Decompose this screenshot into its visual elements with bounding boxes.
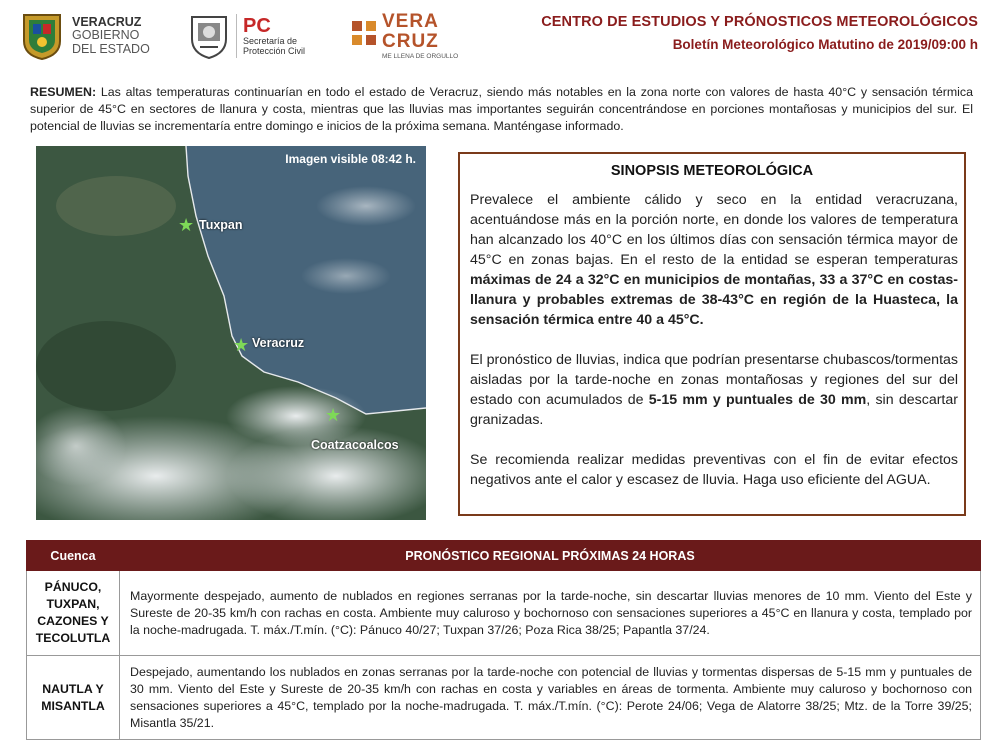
forecast-text-cell: Despejado, aumentando los nublados en zonas serranas por la tarde-noche con potencial de lluvias y tormentas dispersas de 5-15 mm y puntuales de 30 mm. Viento del Este y Sureste de 20-35 km/h con rachas en costa y variables en áreas de tormenta. Ambiente muy caluroso y bochornoso con sensaciones superiores a 45°C, templado por la noche-madrugada. T. máx./T.mín. (°C): Perote 24/06; Vega de Alatorre 38/25; Mtz. de la Torre 39/25; Misantla 35/21. [120, 656, 981, 740]
basin-name-cell [27, 656, 120, 740]
header [0, 0, 1002, 72]
basin-name-line: PÁNUCO, [44, 580, 102, 594]
star-icon: ★ [233, 335, 250, 355]
synopsis-box [458, 152, 966, 516]
logo-veracruz-line2: GOBIERNO [72, 28, 140, 43]
synopsis-p1-bold: máximas de 24 a 32°C en municipios de montañas, 33 a 37°C en costas-llanura y probables extremas de 38-43°C en región de la Huasteca, la sensación térmica entre 40 a 45°C. [470, 272, 958, 328]
satellite-image [36, 146, 426, 520]
bulletin-title: CENTRO DE ESTUDIOS Y PRÓNOSTICOS METEOROLÓGICOS [541, 14, 978, 30]
basin-name-cell [27, 571, 120, 656]
basin-name-line: NAUTLA Y [42, 681, 104, 696]
logo-pc-abbr: PC [243, 15, 271, 38]
bulletin-subtitle: Boletín Meteorológico Matutino de 2019/09:00 h [672, 37, 978, 52]
bulletin-title-block [541, 14, 978, 52]
veracruz-gobierno-logo [20, 8, 150, 64]
satellite-map-graphic [36, 146, 426, 520]
logo-vera-slogan: ME LLENA DE ORGULLO [382, 52, 459, 60]
satellite-image-label: Imagen visible 08:42 h. [285, 152, 416, 166]
basin-name-line: TUXPAN, [46, 597, 100, 611]
vera-cruz-pattern-icon [350, 19, 378, 53]
logo-pc-line2: Protección Civil [243, 45, 306, 56]
synopsis-p2-text-b: , sin descartar granizadas. [470, 392, 958, 428]
logo-pc-line1: Secretaría de [243, 36, 298, 47]
logo-vera-line2: CRUZ [382, 30, 439, 52]
city-label-coatzacoalcos: Coatzacoalcos [311, 438, 399, 452]
star-icon: ★ [325, 405, 342, 425]
logo-veracruz-line1: VERACRUZ [72, 15, 142, 30]
synopsis-paragraph-1 [470, 190, 958, 330]
summary-paragraph [30, 84, 973, 135]
synopsis-body [470, 190, 958, 510]
column-header-cuenca: Cuenca [27, 541, 120, 571]
basin-name-line: CAZONES Y [37, 614, 109, 628]
synopsis-paragraph-2 [470, 350, 958, 430]
proteccion-civil-logo [188, 8, 305, 64]
table-row [27, 571, 981, 656]
regional-forecast-table [26, 540, 981, 740]
summary-label: RESUMEN: [30, 85, 97, 99]
table-row [27, 656, 981, 740]
civil-protection-shield-icon [188, 11, 230, 61]
synopsis-paragraph-3: Se recomienda realizar medidas preventivas con el fin de evitar efectos negativos ante el calor y escasez de lluvia. Haga uso eficiente del AGUA. [470, 452, 958, 488]
veracruz-shield-icon [20, 11, 64, 61]
synopsis-p1-text: Prevalece el ambiente cálido y seco en la entidad veracruzana, acentuándose más en la porción norte, en donde los valores de temperatura han alcanzado los 40°C en los últimos días con sensación térmica mayor de 45°C en zonas bajas. En el resto de la entidad se esperan temperaturas [470, 192, 958, 268]
basin-name-line: TECOLUTLA [35, 631, 111, 645]
logo-vera-line1: VERA [382, 10, 439, 32]
logo-veracruz-line3: DEL ESTADO [72, 41, 150, 56]
city-label-veracruz: Veracruz [252, 336, 305, 350]
table-header-row [27, 541, 981, 571]
star-icon: ★ [178, 215, 195, 235]
summary-text: Las altas temperaturas continuarían en todo el estado de Veracruz, siendo más notables en la zona norte con valores de hasta 40°C y sensación térmica superior de 45°C en sectores de llanura y costa, mientras que las lluvias mas importantes seguirán concentrándose en porciones montañosas y municipios del sur. El potencial de lluvias se incrementaría entre domingo e inicios de la próxima semana. Manténgase informado. [30, 85, 973, 133]
synopsis-p2-bold: 5-15 mm y puntuales de 30 mm [648, 392, 867, 408]
forecast-text-cell: Mayormente despejado, aumento de nublados en regiones serranas por la tarde-noche, sin descartar lluvias menores de 10 mm. Viento del Este y Sureste de 20-35 km/h con rachas en costa. Ambiente muy caluroso y bochornoso con sensaciones superiores a 45°C en llanura y costa, templado por la noche-madrugada. T. máx./T.mín. (°C): Pánuco 40/27; Tuxpan 37/26; Poza Rica 38/25; Papantla 37/24. [120, 571, 981, 656]
city-label-tuxpan: Tuxpan [199, 218, 243, 232]
basin-name-line: MISANTLA [41, 698, 105, 713]
column-header-forecast: PRONÓSTICO REGIONAL PRÓXIMAS 24 HORAS [120, 541, 981, 571]
vera-cruz-logo [350, 8, 458, 64]
synopsis-p2-text-a: El pronóstico de lluvias, indica que podrían presentarse chubascos/tormentas aisladas por la tarde-noche en zonas montañosas y regiones del sur del estado con acumulados de [470, 352, 958, 408]
synopsis-title: SINOPSIS METEOROLÓGICA [610, 163, 814, 179]
